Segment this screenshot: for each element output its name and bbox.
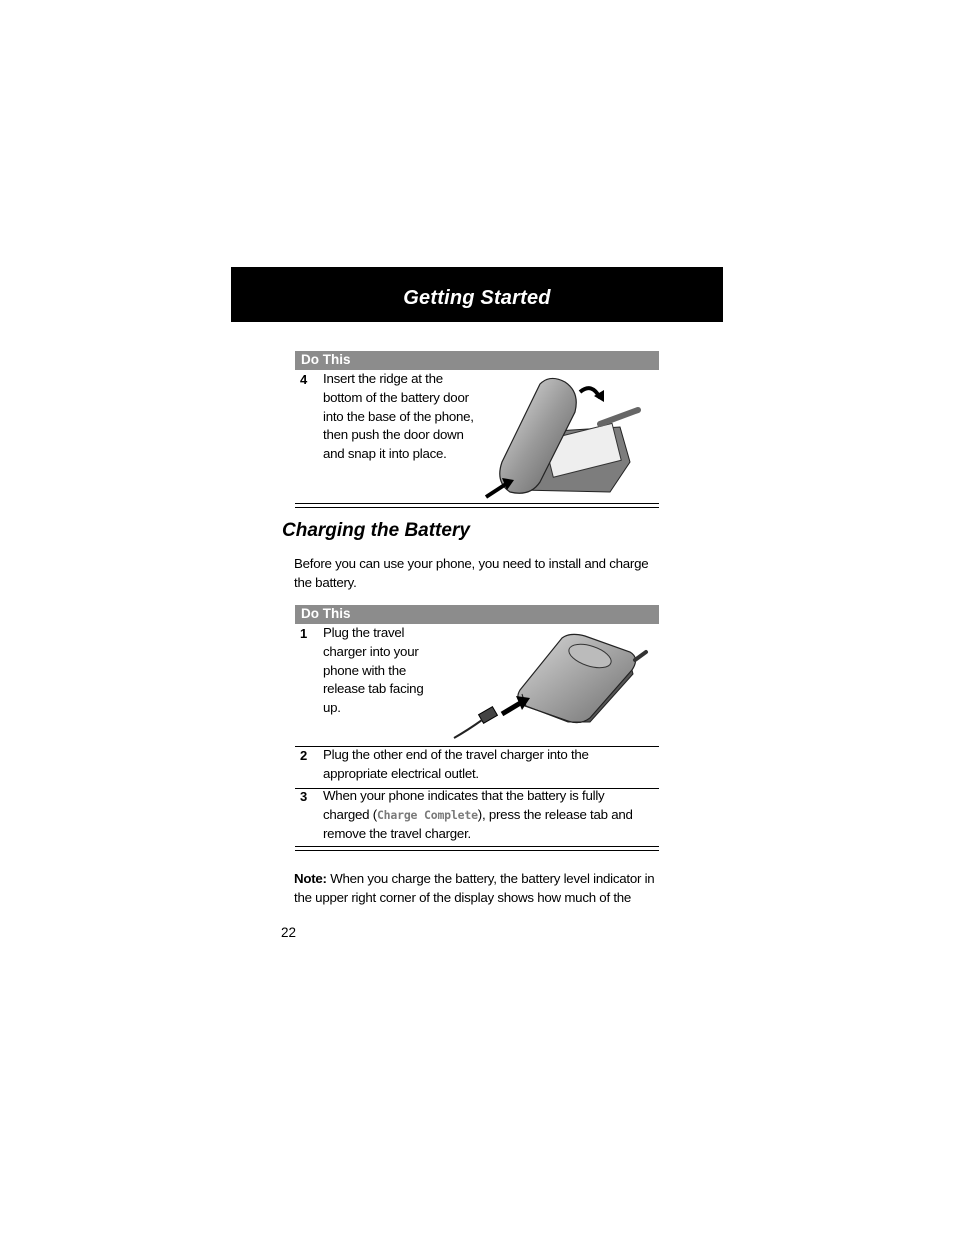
- step-number: 3: [300, 789, 308, 804]
- display-message: Charge Complete: [376, 807, 478, 822]
- step-text: Plug the other end of the travel charger into the appropriate electrical outlet.: [323, 747, 589, 781]
- step-text-part: When your phone indicates that the battery is fully charged (: [323, 788, 605, 822]
- table1-rule-bottom: [295, 507, 659, 508]
- step-text-part: ), press the release tab and remove the travel charger.: [323, 806, 633, 841]
- table2-header: [295, 605, 659, 624]
- phone-charger-illustration: [450, 630, 655, 742]
- table1-header-label: Do This: [301, 352, 351, 367]
- step-number: 2: [300, 748, 308, 763]
- note-label: Note:: [294, 871, 327, 886]
- table2-rule-bottom: [295, 850, 659, 851]
- chapter-title: Getting Started: [403, 287, 551, 309]
- battery-door-illustration: [480, 372, 655, 502]
- section-title: Charging the Battery: [282, 520, 470, 541]
- step-text: Insert the ridge at the bottom of the battery door into the base of the phone, then push the door down and snap it into place.: [323, 371, 474, 462]
- note-paragraph: [294, 869, 662, 907]
- section-intro: Before you can use your phone, you need to install and charge the battery.: [294, 556, 649, 590]
- chapter-header: [231, 267, 723, 322]
- step-text: Plug the travel charger into your phone with the release tab facing up.: [323, 625, 424, 716]
- step-number: 4: [300, 372, 308, 387]
- table1-rule-top: [295, 503, 659, 504]
- step-text: [323, 787, 653, 843]
- note-text: When you charge the battery, the battery level indicator in the upper right corner of the display shows how much of the: [294, 871, 655, 905]
- table2-rule-top: [295, 846, 659, 847]
- page-number: 22: [281, 925, 297, 940]
- step-number: 1: [300, 626, 308, 641]
- table2-header-label: Do This: [301, 606, 351, 621]
- table1-header: [295, 351, 659, 370]
